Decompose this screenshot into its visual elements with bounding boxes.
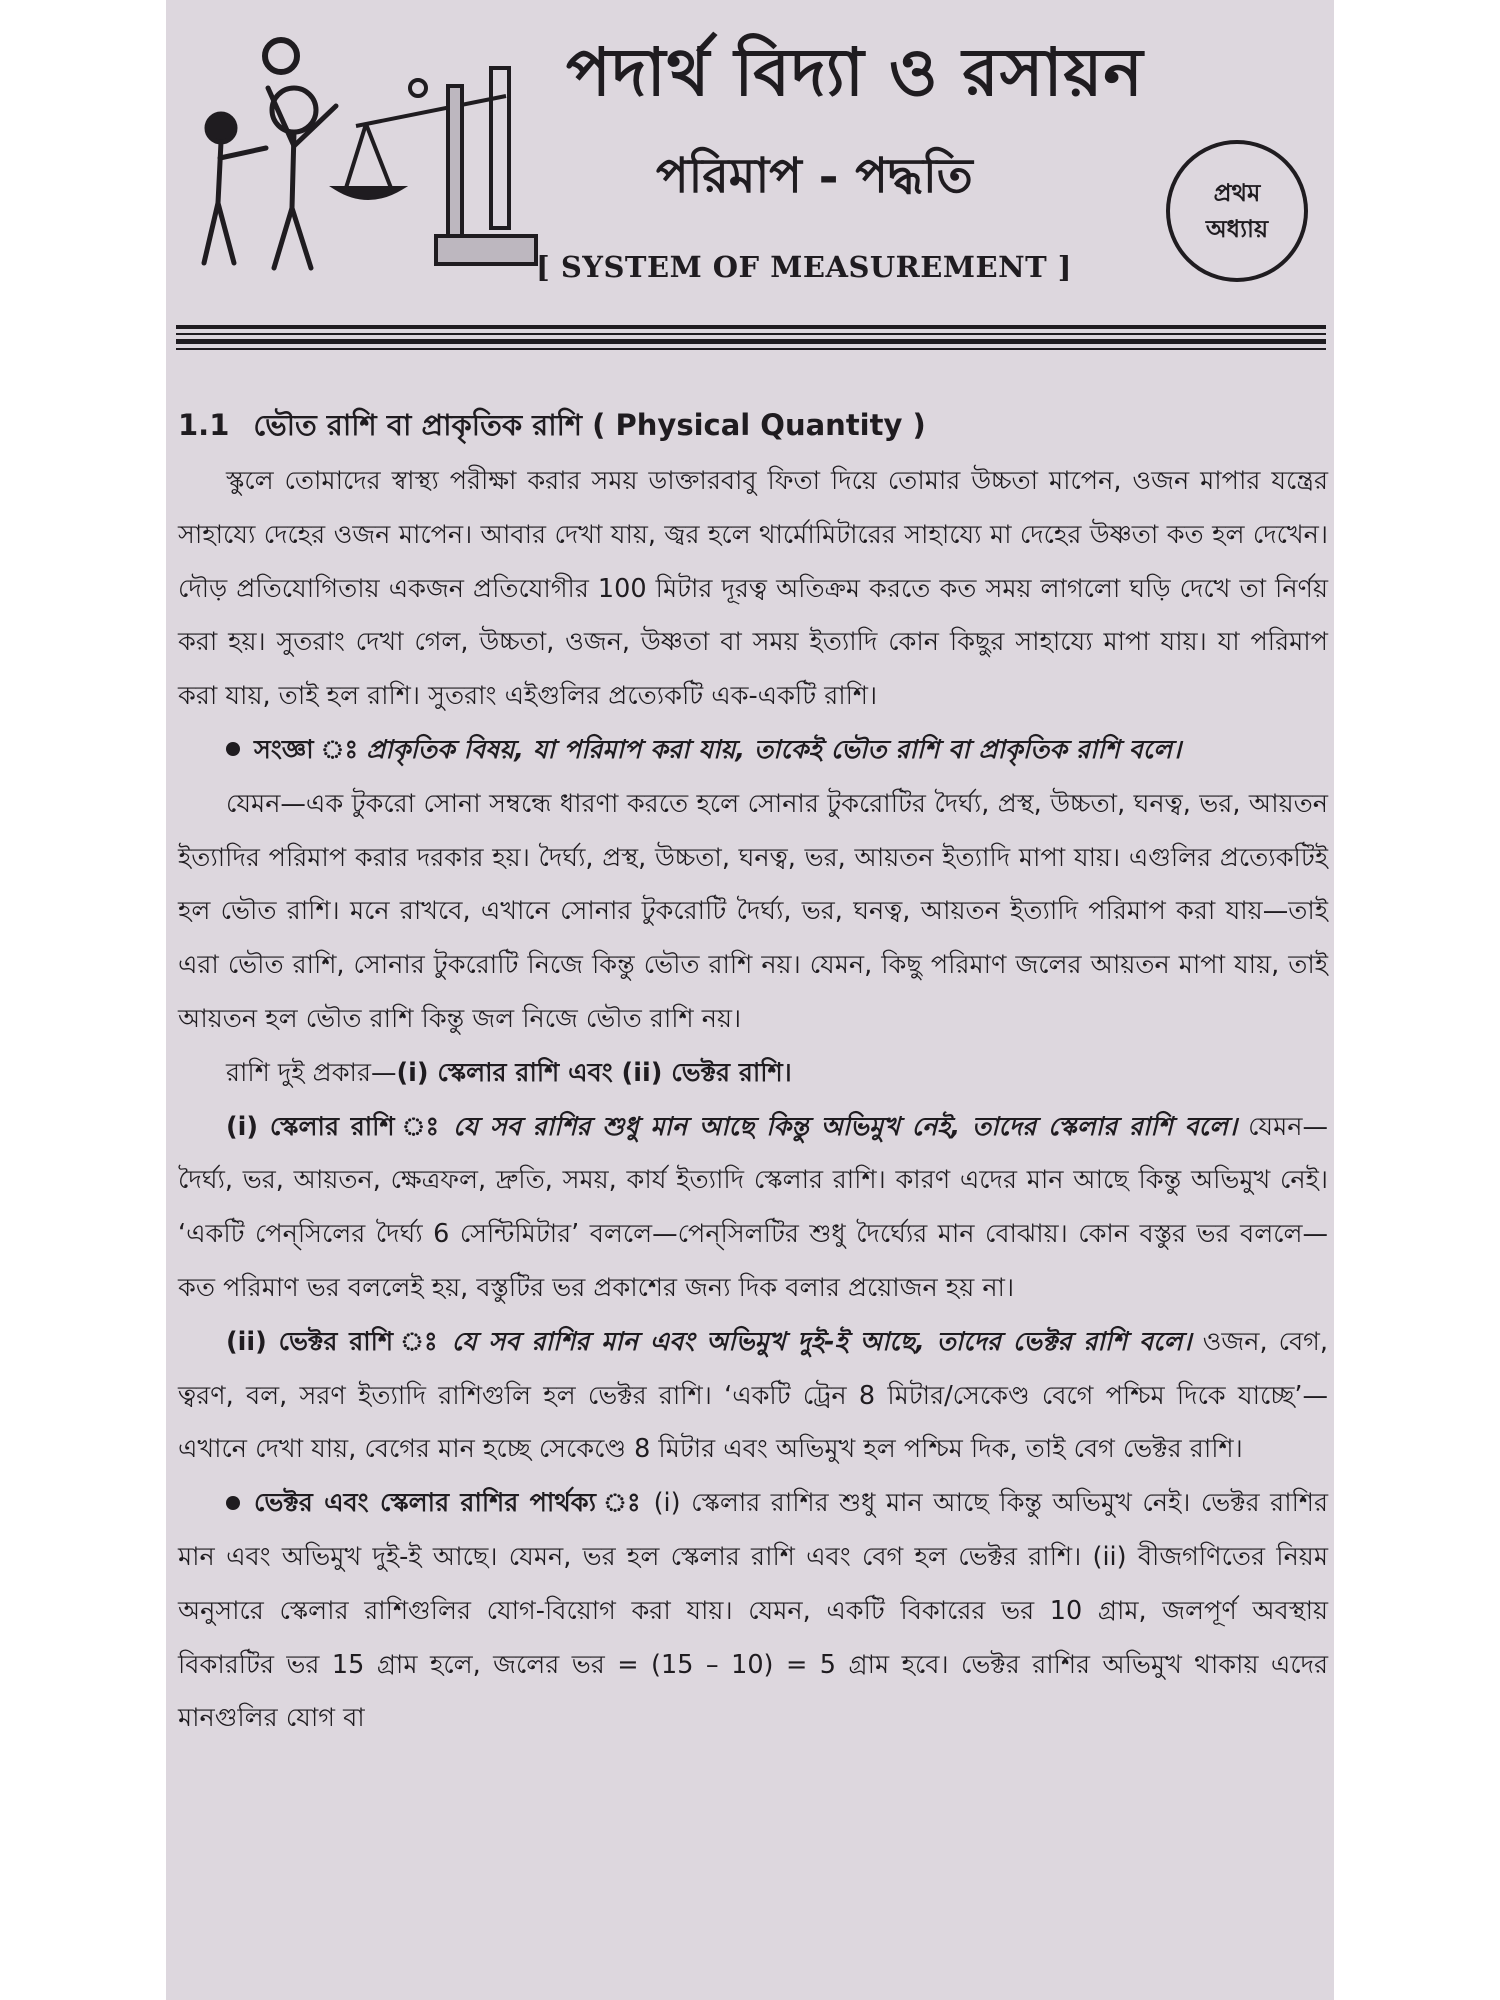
difference-label: ভেক্টর এবং স্কেলার রাশির পার্থক্য ঃ — [254, 1488, 644, 1519]
paragraph-difference — [178, 1477, 1328, 1746]
chapter-badge — [1166, 140, 1308, 282]
vector-label: (ii) ভেক্টর রাশি ঃ — [226, 1326, 441, 1357]
chapter-english-title: [ SYSTEM OF MEASUREMENT ] — [536, 250, 1072, 284]
page-body — [178, 395, 1328, 1746]
types-list: (i) স্কেলার রাশি এবং (ii) ভেক্টর রাশি। — [396, 1057, 792, 1088]
chapter-title: পরিমাপ - পদ্ধতি — [656, 148, 973, 204]
scalar-label: (i) স্কেলার রাশি ঃ — [226, 1111, 443, 1142]
vector-definition: যে সব রাশির মান এবং অভিমুখ দুই-ই আছে, তাদের ভেক্টর রাশি বলে। — [451, 1326, 1192, 1357]
divider — [176, 339, 1326, 344]
bullet-icon — [226, 742, 240, 756]
scalar-text: যেমন—দৈর্ঘ্য, ভর, আয়তন, ক্ষেত্রফল, দ্রুতি, সময়, কার্য ইত্যাদি স্কেলার রাশি। কারণ এদের মান আছে কিন্তু অভিমুখ নেই। ‘একটি পেন্‌সিলের দৈর্ঘ্য 6 সেন্টিমিটার’ বললে—পেন্‌সিলটির শুধু দৈর্ঘ্যের মান বোঝায়। কোন বস্তুর ভর বললে—কত পরিমাণ ভর বললেই হয়, বস্তুটির ভর প্রকাশের জন্য দিক বলার প্রয়োজন হয় না। — [178, 1111, 1328, 1303]
definition-text: প্রাকৃতিক বিষয়, যা পরিমাপ করা যায়, তাকেই ভৌত রাশি বা প্রাকৃতিক রাশি বলে। — [366, 734, 1182, 765]
book-title: পদার্থ বিদ্যা ও রসায়ন — [566, 33, 1144, 111]
definition-label: সংজ্ঞা ঃ — [254, 734, 359, 765]
paragraph-intro: স্কুলে তোমাদের স্বাস্থ্য পরীক্ষা করার সময় ডাক্তারবাবু ফিতা দিয়ে তোমার উচ্চতা মাপেন, ওজন মাপার যন্ত্রের সাহায্যে দেহের ওজন মাপেন। আবার দেখা যায়, জ্বর হলে থার্মোমিটারের সাহায্যে মা দেহের উষ্ণতা কত হল দেখেন। দৌড় প্রতিযোগিতায় একজন প্রতিযোগীর 100 মিটার দূরত্ব অতিক্রম করতে কত সময় লাগলো ঘড়ি দেখে তা নির্ণয় করা হয়। সুতরাং দেখা গেল, উচ্চতা, ওজন, উষ্ণতা বা সময় ইত্যাদি কোন কিছুর সাহায্যে মাপা যায়। যা পরিমাপ করা যায়, তাই হল রাশি। সুতরাং এইগুলির প্রত্যেকটি এক-একটি রাশি। — [178, 466, 1328, 712]
divider — [176, 333, 1326, 335]
chapter-badge-line-2: অধ্যায় — [1205, 214, 1269, 243]
section-title: ভৌত রাশি বা প্রাকৃতিক রাশি ( Physical Quantity ) — [253, 408, 926, 442]
scalar-definition: যে সব রাশির শুধু মান আছে কিন্তু অভিমুখ নেই, তাদের স্কেলার রাশি বলে। — [453, 1111, 1238, 1142]
vector-text: ওজন, বেগ, ত্বরণ, বল, সরণ ইত্যাদি রাশিগুলি হল ভেক্টর রাশি। ‘একটি ট্রেন 8 মিটার/সেকেণ্ড বেগে পশ্চিম দিকে যাচ্ছে’—এখানে দেখা যায়, বেগের মান হচ্ছে সেকেণ্ডে 8 মিটার এবং অভিমুখ হল পশ্চিম দিক, তাই বেগ ভেক্টর রাশি। — [178, 1326, 1329, 1465]
paragraph-example: যেমন—এক টুকরো সোনা সম্বন্ধে ধারণা করতে হলে সোনার টুকরোটির দৈর্ঘ্য, প্রস্থ, উচ্চতা, ঘনত্ব, ভর, আয়তন ইত্যাদির পরিমাপ করার দরকার হয়। দৈর্ঘ্য, প্রস্থ, উচ্চতা, ঘনত্ব, ভর, আয়তন ইত্যাদি মাপা যায়। এগুলির প্রত্যেকটিই হল ভৌত রাশি। মনে রাখবে, এখানে সোনার টুকরোটি দৈর্ঘ্য, ভর, ঘনত্ব, আয়তন ইত্যাদি পরিমাপ করা যায়—তাই এরা ভৌত রাশি, সোনার টুকরোটি নিজে কিন্তু ভৌত রাশি নয়। যেমন, কিছু পরিমাণ জলের আয়তন মাপা যায়, তাই আয়তন হল ভৌত রাশি কিন্তু জল নিজে ভৌত রাশি নয়। — [178, 788, 1328, 1034]
people-figures — [204, 40, 336, 268]
section-number: 1.1 — [178, 408, 230, 442]
paragraph-types — [178, 1047, 1328, 1101]
chapter-badge-line-1: প্রথম — [1213, 178, 1261, 207]
paragraph-scalar — [178, 1101, 1328, 1316]
divider — [176, 348, 1326, 350]
difference-text: (i) স্কেলার রাশির শুধু মান আছে কিন্তু অভিমুখ নেই। ভেক্টর রাশির মান এবং অভিমুখ দুই-ই আছে। যেমন, ভর হল স্কেলার রাশি এবং বেগ হল ভেক্টর রাশি। (ii) বীজগণিতের নিয়ম অনুসারে স্কেলার রাশিগুলির যোগ-বিয়োগ করা যায়। যেমন, একটি বিকারের ভর 10 গ্রাম, জলপূর্ণ অবস্থায় বিকারটির ভর 15 গ্রাম হলে, জলের ভর = (15 – 10) = 5 গ্রাম হবে। ভেক্টর রাশির অভিমুখ থাকায় এদের মানগুলির যোগ বা — [178, 1488, 1329, 1734]
book-page — [166, 0, 1334, 2000]
definition-paragraph — [178, 724, 1328, 778]
section-heading — [178, 395, 1328, 455]
bullet-icon — [226, 1496, 240, 1510]
divider — [176, 325, 1326, 329]
paragraph-vector — [178, 1316, 1328, 1477]
balance-scale-icon — [336, 68, 536, 264]
types-intro: রাশি দুই প্রকার— — [226, 1057, 397, 1088]
